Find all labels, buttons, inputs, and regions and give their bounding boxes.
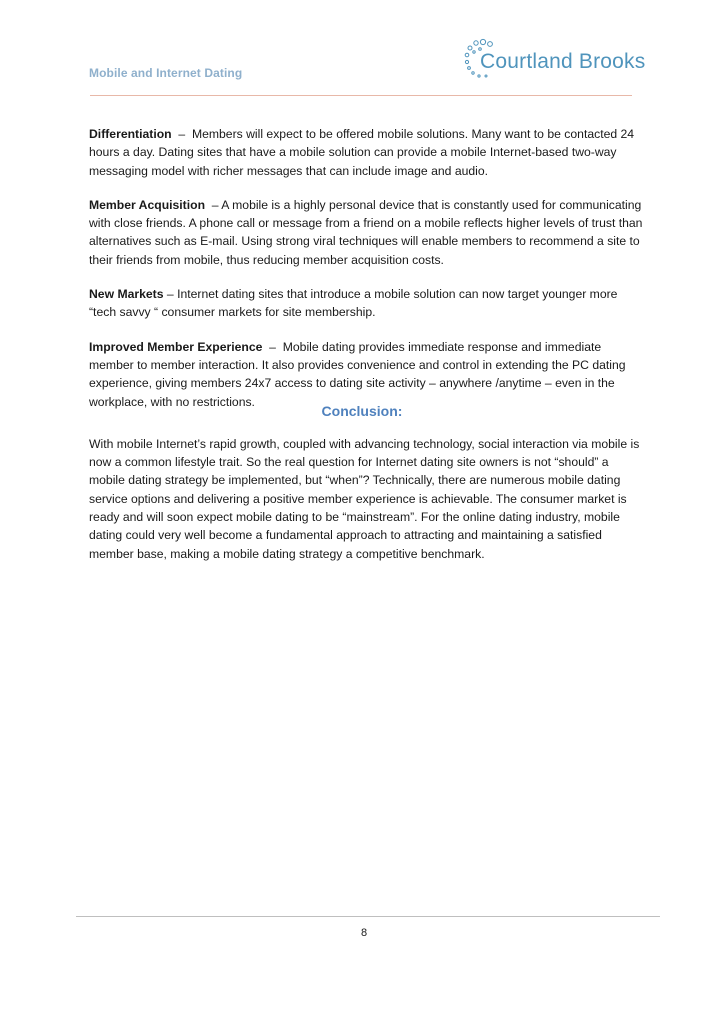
logo-text: Courtland Brooks [480,50,646,73]
section-heading: Differentiation [89,127,172,141]
conclusion-text: With mobile Internet’s rapid growth, coupled with advancing technology, social interaction via mobile is now a common lifestyle trait. So the real question for Internet dating site owners is not “should” a mobile dating strategy be implemented, but “when”? Technically, there are numerous mobile dating service options and delivering a positive member experience is achievable. The consumer market is ready and will soon expect mobile dating to be “mainstream”. For the online dating industry, mobile dating could very well become a fundamental approach to attracting and maintaining a satisfied member base, making a mobile dating strategy a competitive benchmark. [89,436,640,561]
section-separator: – [171,127,192,141]
page-number: 8 [360,927,368,939]
footer-divider [76,916,660,917]
section-member-acquisition [89,196,645,269]
section-heading: Member Acquisition [89,197,206,212]
document-header-title: Mobile and Internet Dating [89,66,243,80]
company-logo [462,38,646,82]
section-new-markets [89,285,645,322]
document-body [89,125,645,579]
section-heading: Improved Member Experience [89,339,263,354]
conclusion-heading: Conclusion: [321,403,403,419]
section-text: Internet dating sites that introduce a mobile solution can now target younger more “tech savvy “ consumer markets for site membership. [89,287,618,320]
section-differentiation [89,125,645,180]
section-heading: New Markets [89,287,164,302]
section-separator: – [262,339,283,354]
section-text: Mobile dating provides immediate response and immediate member to member interaction. It also provides convenience and control in extending the PC dating experience, giving members 24x7 access to dating site activity – anywhere /anytime – even in the workplace, with no restrictions. [89,339,626,409]
section-separator: – [163,287,178,302]
section-improved-member-experience [89,338,645,411]
section-text: Members will expect to be offered mobile solutions. Many want to be contacted 24 hours a day. Dating sites that have a mobile solution can provide a mobile Internet-based two-way messaging model with richer messages that can include image and audio. [89,127,635,178]
header-divider [90,95,632,96]
section-separator: – [205,197,222,212]
section-text: A mobile is a highly personal device that is constantly used for communicating with close friends. A phone call or message from a friend on a mobile reflects higher levels of trust than alternatives such as E-mail. Using strong viral techniques will enable members to recommend a site to their friends from mobile, thus reducing member acquisition costs. [89,197,643,267]
